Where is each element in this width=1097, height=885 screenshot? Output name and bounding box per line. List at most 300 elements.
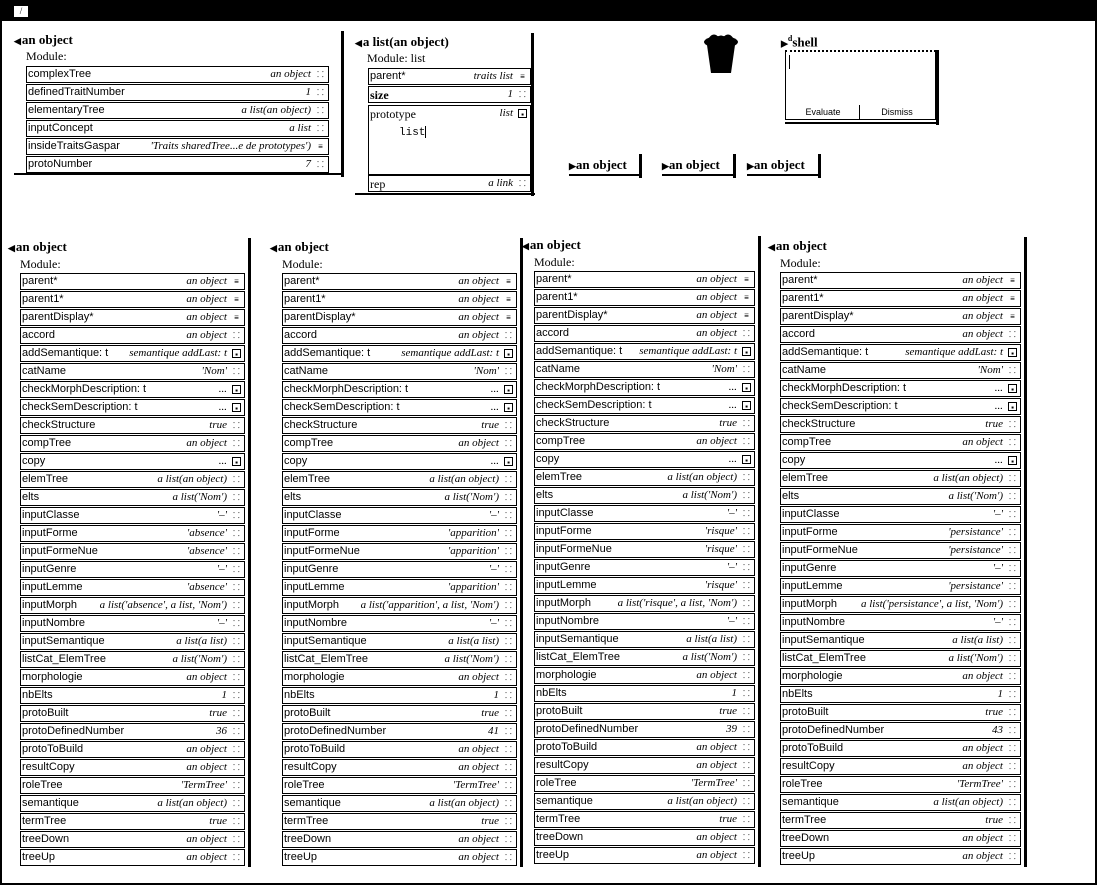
- slot-value[interactable]: '–': [216, 563, 227, 575]
- slot-menu-icon[interactable]: ⸬: [743, 527, 750, 536]
- slot-menu-icon[interactable]: ⸬: [233, 529, 240, 538]
- slot-4-26[interactable]: [780, 740, 1021, 757]
- slot-4-14[interactable]: [780, 524, 1021, 541]
- slot-menu-icon[interactable]: ▪: [1008, 348, 1017, 357]
- slot-1-0[interactable]: [20, 273, 245, 290]
- slot-value[interactable]: true: [481, 707, 499, 719]
- slot-menu-icon[interactable]: ⸬: [233, 421, 240, 430]
- slot-menu-icon[interactable]: ⸬: [505, 565, 512, 574]
- slot-menu-icon[interactable]: ⸬: [233, 439, 240, 448]
- slot-4-28[interactable]: [780, 776, 1021, 793]
- slot-menu-icon[interactable]: ▪: [232, 403, 241, 412]
- slot-value[interactable]: an object: [458, 311, 499, 323]
- slot-1-25[interactable]: [20, 723, 245, 740]
- slot-menu-icon[interactable]: ⸬: [505, 529, 512, 538]
- shell-input-area[interactable]: [785, 50, 936, 120]
- slot-value[interactable]: 41: [488, 725, 499, 737]
- slot-4-21[interactable]: [780, 650, 1021, 667]
- collapse-triangle-icon[interactable]: ◀: [270, 243, 277, 253]
- slot-2-5[interactable]: [282, 363, 517, 380]
- slot-menu-icon[interactable]: ⸬: [233, 691, 240, 700]
- slot-value[interactable]: a list('Nom'): [948, 490, 1003, 502]
- slot-menu-icon[interactable]: ⸬: [505, 709, 512, 718]
- slot-value[interactable]: '–': [726, 615, 737, 627]
- slot-3-28[interactable]: [534, 775, 755, 792]
- slot-menu-icon[interactable]: ⸬: [505, 637, 512, 646]
- slot-2-6[interactable]: [282, 381, 517, 398]
- slot-3-15[interactable]: [534, 541, 755, 558]
- slot-1-20[interactable]: [20, 633, 245, 650]
- slot-4-11[interactable]: [780, 470, 1021, 487]
- slot-value[interactable]: a list(an object): [429, 473, 499, 485]
- slot-menu-icon[interactable]: ⸬: [1009, 528, 1016, 537]
- slot-menu-icon[interactable]: ⸬: [1009, 582, 1016, 591]
- slot-4-15[interactable]: [780, 542, 1021, 559]
- slot-4-0[interactable]: [780, 272, 1021, 289]
- evaluate-button[interactable]: Evaluate: [787, 105, 860, 119]
- slot-4-3[interactable]: [780, 326, 1021, 343]
- slot-3-3[interactable]: [534, 325, 755, 342]
- slot-value[interactable]: 'TermTree': [180, 779, 227, 791]
- slot-value[interactable]: 'TermTree': [690, 777, 737, 789]
- slot-value[interactable]: an object: [186, 833, 227, 845]
- slot-menu-icon[interactable]: ⸬: [1009, 852, 1016, 861]
- slot-menu-icon[interactable]: ⸬: [505, 853, 512, 862]
- slot-menu-icon[interactable]: ⸬: [1009, 366, 1016, 375]
- slot-value[interactable]: an object: [696, 759, 737, 771]
- slot-1-3[interactable]: [20, 327, 245, 344]
- slot-2-3[interactable]: [282, 327, 517, 344]
- slot-1-1[interactable]: [20, 291, 245, 308]
- slot-3-2[interactable]: [534, 307, 755, 324]
- slot-menu-icon[interactable]: ⸬: [317, 124, 324, 133]
- slot-value[interactable]: an object: [186, 743, 227, 755]
- slot-2-21[interactable]: [282, 651, 517, 668]
- outliner-title[interactable]: [662, 157, 720, 173]
- code-editor[interactable]: [399, 126, 426, 139]
- slot-value[interactable]: an object: [696, 669, 737, 681]
- slot-value[interactable]: an object: [696, 831, 737, 843]
- slot-menu-icon[interactable]: ⸬: [1009, 420, 1016, 429]
- slot-2-27[interactable]: [282, 759, 517, 776]
- slot-menu-icon[interactable]: ⸬: [505, 475, 512, 484]
- collapse-triangle-icon[interactable]: ◀: [355, 38, 362, 48]
- slot-value[interactable]: list: [499, 107, 513, 119]
- slot-menu-icon[interactable]: ⸬: [233, 331, 240, 340]
- slot-value[interactable]: an object: [458, 833, 499, 845]
- slot-value[interactable]: an object: [696, 327, 737, 339]
- slot-2-32[interactable]: [282, 849, 517, 866]
- slot-4-29[interactable]: [780, 794, 1021, 811]
- slot-3-11[interactable]: [534, 469, 755, 486]
- slot-1-24[interactable]: [20, 705, 245, 722]
- slot-2-4[interactable]: [282, 345, 517, 362]
- slot-menu-icon[interactable]: ⸬: [743, 833, 750, 842]
- slot-menu-icon[interactable]: ⸬: [505, 673, 512, 682]
- slot-menu-icon[interactable]: ⸬: [233, 745, 240, 754]
- slot-3-17[interactable]: [534, 577, 755, 594]
- slot-2-31[interactable]: [282, 831, 517, 848]
- slot-value[interactable]: a list('Nom'): [172, 653, 227, 665]
- slot-value[interactable]: true: [209, 815, 227, 827]
- outliner-an-object-4[interactable]: [768, 237, 1028, 867]
- slot-value[interactable]: 7: [305, 158, 311, 170]
- slot-menu-icon[interactable]: ⸬: [505, 835, 512, 844]
- slot-1-9[interactable]: [20, 435, 245, 452]
- slot-2-24[interactable]: [282, 705, 517, 722]
- slot-value[interactable]: ...: [728, 381, 737, 393]
- slot-menu-icon[interactable]: ⸬: [1009, 510, 1016, 519]
- slot-menu-icon[interactable]: ⸬: [743, 815, 750, 824]
- slot-value[interactable]: an object: [186, 671, 227, 683]
- slot-menu-icon[interactable]: ▪: [518, 109, 527, 118]
- slot-value[interactable]: semantique addLast: t: [905, 346, 1003, 358]
- slot-menu-icon[interactable]: ⸬: [505, 655, 512, 664]
- slot-menu-icon[interactable]: ⸬: [233, 367, 240, 376]
- slot-1-28[interactable]: [20, 777, 245, 794]
- slot-menu-icon[interactable]: ▪: [232, 457, 241, 466]
- slot-value[interactable]: an object: [696, 273, 737, 285]
- slot-menu-icon[interactable]: ⸬: [519, 179, 526, 188]
- slot-2-10[interactable]: [282, 453, 517, 470]
- slot-value[interactable]: ...: [994, 382, 1003, 394]
- slot-3-6[interactable]: [534, 379, 755, 396]
- slot-value[interactable]: ...: [728, 453, 737, 465]
- slot-4-23[interactable]: [780, 686, 1021, 703]
- slot-value[interactable]: '–': [992, 508, 1003, 520]
- slot-1-14[interactable]: [20, 525, 245, 542]
- slot-value[interactable]: an object: [962, 742, 1003, 754]
- slot-top-1[interactable]: [26, 84, 329, 101]
- slot-value[interactable]: a list(a list): [448, 635, 499, 647]
- slot-2-28[interactable]: [282, 777, 517, 794]
- slot-menu-icon[interactable]: ≡: [506, 313, 511, 322]
- slot-3-21[interactable]: [534, 649, 755, 666]
- slot-2-7[interactable]: [282, 399, 517, 416]
- slot-value[interactable]: an object: [186, 311, 227, 323]
- slot-2-20[interactable]: [282, 633, 517, 650]
- slot-menu-icon[interactable]: ⸬: [317, 160, 324, 169]
- slot-3-20[interactable]: [534, 631, 755, 648]
- slot-menu-icon[interactable]: ⸬: [505, 745, 512, 754]
- slot-value[interactable]: an object: [458, 275, 499, 287]
- slot-value[interactable]: a list(an object): [157, 797, 227, 809]
- slot-value[interactable]: a list(an object): [667, 471, 737, 483]
- window-title-bar[interactable]: [0, 0, 1097, 20]
- slot-menu-icon[interactable]: ⸬: [1009, 546, 1016, 555]
- expand-triangle-icon[interactable]: ▶: [662, 161, 669, 171]
- slot-value[interactable]: an object: [186, 329, 227, 341]
- slot-value[interactable]: 'Nom': [201, 365, 227, 377]
- outliner-title[interactable]: [768, 238, 827, 254]
- slot-value[interactable]: '–': [488, 509, 499, 521]
- slot-menu-icon[interactable]: ≡: [506, 277, 511, 286]
- slot-value[interactable]: an object: [458, 851, 499, 863]
- slot-3-7[interactable]: [534, 397, 755, 414]
- slot-4-4[interactable]: [780, 344, 1021, 361]
- slot-menu-icon[interactable]: ⸬: [233, 601, 240, 610]
- slot-2-8[interactable]: [282, 417, 517, 434]
- slot-value[interactable]: a list(an object): [241, 104, 311, 116]
- slot-menu-icon[interactable]: ⸬: [1009, 798, 1016, 807]
- slot-menu-icon[interactable]: ⸬: [743, 725, 750, 734]
- slot-3-24[interactable]: [534, 703, 755, 720]
- slot-4-1[interactable]: [780, 290, 1021, 307]
- slot-menu-icon[interactable]: ⸬: [233, 853, 240, 862]
- slot-value[interactable]: a list('risque', a list, 'Nom'): [617, 597, 737, 609]
- slot-value[interactable]: a list('Nom'): [682, 651, 737, 663]
- slot-1-26[interactable]: [20, 741, 245, 758]
- slot-4-18[interactable]: [780, 596, 1021, 613]
- slot-2-1[interactable]: [282, 291, 517, 308]
- slot-menu-icon[interactable]: ⸬: [233, 565, 240, 574]
- slot-4-5[interactable]: [780, 362, 1021, 379]
- slot-menu-icon[interactable]: ⸬: [743, 491, 750, 500]
- window-menu-button[interactable]: /: [13, 5, 29, 18]
- slot-2-0[interactable]: [282, 273, 517, 290]
- slot-menu-icon[interactable]: ≡: [234, 313, 239, 322]
- slot-menu-icon[interactable]: ⸬: [1009, 654, 1016, 663]
- slot-4-17[interactable]: [780, 578, 1021, 595]
- slot-value[interactable]: an object: [962, 832, 1003, 844]
- slot-menu-icon[interactable]: ⸬: [505, 493, 512, 502]
- slot-menu-icon[interactable]: ⸬: [743, 653, 750, 662]
- slot-2-18[interactable]: [282, 597, 517, 614]
- slot-prototype[interactable]: [368, 105, 531, 175]
- slot-menu-icon[interactable]: ⸬: [505, 439, 512, 448]
- slot-value[interactable]: semantique addLast: t: [639, 345, 737, 357]
- slot-value[interactable]: a list('Nom'): [948, 652, 1003, 664]
- slot-menu-icon[interactable]: ⸬: [233, 673, 240, 682]
- slot-menu-icon[interactable]: ⸬: [233, 619, 240, 628]
- slot-menu-icon[interactable]: ⸬: [505, 691, 512, 700]
- collapse-triangle-icon[interactable]: ◀: [8, 243, 15, 253]
- slot-menu-icon[interactable]: ⸬: [505, 511, 512, 520]
- slot-menu-icon[interactable]: ⸬: [519, 90, 526, 99]
- slot-value[interactable]: 36: [216, 725, 227, 737]
- slot-menu-icon[interactable]: ⸬: [317, 88, 324, 97]
- slot-1-15[interactable]: [20, 543, 245, 560]
- slot-4-30[interactable]: [780, 812, 1021, 829]
- slot-3-14[interactable]: [534, 523, 755, 540]
- slot-value[interactable]: 'apparition': [447, 581, 499, 593]
- slot-2-30[interactable]: [282, 813, 517, 830]
- slot-3-22[interactable]: [534, 667, 755, 684]
- slot-menu-icon[interactable]: ⸬: [233, 763, 240, 772]
- slot-top-2[interactable]: [26, 102, 329, 119]
- slot-value[interactable]: 'Nom': [977, 364, 1003, 376]
- slot-value[interactable]: 'apparition': [447, 545, 499, 557]
- slot-2-2[interactable]: [282, 309, 517, 326]
- slot-value[interactable]: '–': [488, 617, 499, 629]
- slot-value[interactable]: 'absence': [186, 545, 227, 557]
- slot-value[interactable]: a list('absence', a list, 'Nom'): [99, 599, 227, 611]
- slot-value[interactable]: '–': [992, 616, 1003, 628]
- slot-value[interactable]: 'risque': [704, 525, 737, 537]
- outliner-title[interactable]: [355, 34, 449, 50]
- slot-value[interactable]: an object: [458, 671, 499, 683]
- slot-value[interactable]: an object: [186, 437, 227, 449]
- slot-value[interactable]: an object: [962, 436, 1003, 448]
- slot-3-13[interactable]: [534, 505, 755, 522]
- slot-4-31[interactable]: [780, 830, 1021, 847]
- slot-value[interactable]: an object: [696, 309, 737, 321]
- slot-value[interactable]: ...: [994, 454, 1003, 466]
- slot-value[interactable]: true: [481, 419, 499, 431]
- slot-menu-icon[interactable]: ▪: [1008, 384, 1017, 393]
- slot-4-8[interactable]: [780, 416, 1021, 433]
- slot-3-32[interactable]: [534, 847, 755, 864]
- slot-4-32[interactable]: [780, 848, 1021, 865]
- slot-value[interactable]: a list('apparition', a list, 'Nom'): [360, 599, 499, 611]
- slot-menu-icon[interactable]: ⸬: [1009, 708, 1016, 717]
- outliner-title[interactable]: [14, 32, 73, 48]
- slot-1-4[interactable]: [20, 345, 245, 362]
- slot-menu-icon[interactable]: ⸬: [1009, 438, 1016, 447]
- slot-4-10[interactable]: [780, 452, 1021, 469]
- slot-menu-icon[interactable]: ⸬: [743, 689, 750, 698]
- slot-menu-icon[interactable]: ≡: [506, 295, 511, 304]
- slot-2-26[interactable]: [282, 741, 517, 758]
- slot-3-5[interactable]: [534, 361, 755, 378]
- slot-value[interactable]: ...: [728, 399, 737, 411]
- slot-1-8[interactable]: [20, 417, 245, 434]
- slot-menu-icon[interactable]: ▪: [742, 455, 751, 464]
- slot-2-22[interactable]: [282, 669, 517, 686]
- slot-menu-icon[interactable]: ⸬: [743, 437, 750, 446]
- slot-value[interactable]: '–': [216, 617, 227, 629]
- slot-3-18[interactable]: [534, 595, 755, 612]
- slot-value[interactable]: '–': [992, 562, 1003, 574]
- slot-menu-icon[interactable]: ⸬: [1009, 618, 1016, 627]
- slot-menu-icon[interactable]: ⸬: [743, 779, 750, 788]
- slot-menu-icon[interactable]: ⸬: [743, 617, 750, 626]
- slot-menu-icon[interactable]: ⸬: [1009, 726, 1016, 735]
- slot-menu-icon[interactable]: ⸬: [1009, 690, 1016, 699]
- slot-2-25[interactable]: [282, 723, 517, 740]
- slot-value[interactable]: ...: [490, 383, 499, 395]
- slot-menu-icon[interactable]: ▪: [742, 347, 751, 356]
- slot-menu-icon[interactable]: ⸬: [1009, 834, 1016, 843]
- slot-1-21[interactable]: [20, 651, 245, 668]
- slot-top-5[interactable]: [26, 156, 329, 173]
- slot-4-6[interactable]: [780, 380, 1021, 397]
- slot-4-27[interactable]: [780, 758, 1021, 775]
- slot-2-13[interactable]: [282, 507, 517, 524]
- slot-menu-icon[interactable]: ⸬: [505, 817, 512, 826]
- slot-menu-icon[interactable]: ⸬: [743, 581, 750, 590]
- slot-2-14[interactable]: [282, 525, 517, 542]
- slot-value[interactable]: 'TermTree': [452, 779, 499, 791]
- collapsed-outliner-2[interactable]: [662, 154, 736, 178]
- slot-value[interactable]: an object: [696, 435, 737, 447]
- slot-4-20[interactable]: [780, 632, 1021, 649]
- slot-value[interactable]: 'risque': [704, 579, 737, 591]
- slot-value[interactable]: traits list: [473, 70, 513, 82]
- slot-menu-icon[interactable]: ⸬: [743, 707, 750, 716]
- slot-value[interactable]: 'absence': [186, 527, 227, 539]
- slot-menu-icon[interactable]: ▪: [504, 457, 513, 466]
- slot-value[interactable]: a list('Nom'): [444, 653, 499, 665]
- slot-value[interactable]: an object: [458, 329, 499, 341]
- slot-value[interactable]: 43: [992, 724, 1003, 736]
- slot-menu-icon[interactable]: ⸬: [743, 545, 750, 554]
- slot-menu-icon[interactable]: ⸬: [505, 601, 512, 610]
- slot-menu-icon[interactable]: ⸬: [743, 509, 750, 518]
- slot-value[interactable]: an object: [458, 293, 499, 305]
- slot-value[interactable]: 'persistance': [948, 544, 1003, 556]
- slot-3-8[interactable]: [534, 415, 755, 432]
- slot-2-9[interactable]: [282, 435, 517, 452]
- slot-4-12[interactable]: [780, 488, 1021, 505]
- slot-1-11[interactable]: [20, 471, 245, 488]
- slot-value[interactable]: an object: [270, 68, 311, 80]
- slot-menu-icon[interactable]: ≡: [744, 275, 749, 284]
- slot-menu-icon[interactable]: ⸬: [505, 799, 512, 808]
- slot-value[interactable]: 1: [493, 689, 499, 701]
- slot-menu-icon[interactable]: ⸬: [233, 835, 240, 844]
- slot-value[interactable]: 39: [726, 723, 737, 735]
- slot-1-27[interactable]: [20, 759, 245, 776]
- slot-menu-icon[interactable]: ⸬: [1009, 816, 1016, 825]
- shell-title[interactable]: [781, 34, 818, 50]
- slot-value[interactable]: '–': [726, 561, 737, 573]
- slot-menu-icon[interactable]: ⸬: [743, 635, 750, 644]
- slot-3-23[interactable]: [534, 685, 755, 702]
- slot-menu-icon[interactable]: ▪: [504, 349, 513, 358]
- slot-menu-icon[interactable]: ⸬: [233, 799, 240, 808]
- slot-menu-icon[interactable]: ⸬: [233, 583, 240, 592]
- slot-menu-icon[interactable]: ⸬: [1009, 492, 1016, 501]
- slot-value[interactable]: true: [481, 815, 499, 827]
- slot-menu-icon[interactable]: ⸬: [505, 331, 512, 340]
- slot-3-12[interactable]: [534, 487, 755, 504]
- slot-3-26[interactable]: [534, 739, 755, 756]
- slot-size[interactable]: [368, 86, 531, 103]
- slot-value[interactable]: ...: [994, 400, 1003, 412]
- slot-menu-icon[interactable]: ≡: [1010, 276, 1015, 285]
- slot-menu-icon[interactable]: ⸬: [233, 547, 240, 556]
- slot-top-3[interactable]: [26, 120, 329, 137]
- slot-menu-icon[interactable]: ≡: [234, 295, 239, 304]
- collapse-triangle-icon[interactable]: ◀: [522, 241, 529, 251]
- expand-triangle-icon[interactable]: ▶: [747, 161, 754, 171]
- slot-3-16[interactable]: [534, 559, 755, 576]
- slot-2-29[interactable]: [282, 795, 517, 812]
- slot-menu-icon[interactable]: ≡: [234, 277, 239, 286]
- slot-menu-icon[interactable]: ⸬: [743, 761, 750, 770]
- slot-1-5[interactable]: [20, 363, 245, 380]
- slot-menu-icon[interactable]: ⸬: [743, 599, 750, 608]
- slot-1-16[interactable]: [20, 561, 245, 578]
- slot-4-2[interactable]: [780, 308, 1021, 325]
- slot-top-4[interactable]: [26, 138, 329, 155]
- slot-value[interactable]: an object: [458, 437, 499, 449]
- slot-menu-icon[interactable]: ⸬: [233, 781, 240, 790]
- slot-3-31[interactable]: [534, 829, 755, 846]
- slot-3-10[interactable]: [534, 451, 755, 468]
- slot-menu-icon[interactable]: ▪: [742, 383, 751, 392]
- slot-menu-icon[interactable]: ▪: [232, 385, 241, 394]
- slot-value[interactable]: an object: [696, 741, 737, 753]
- slot-value[interactable]: an object: [962, 274, 1003, 286]
- slot-menu-icon[interactable]: ⸬: [743, 797, 750, 806]
- slot-value[interactable]: an object: [458, 743, 499, 755]
- slot-1-19[interactable]: [20, 615, 245, 632]
- slot-value[interactable]: 1: [997, 688, 1003, 700]
- slot-value[interactable]: 'persistance': [948, 580, 1003, 592]
- slot-value[interactable]: 'Nom': [711, 363, 737, 375]
